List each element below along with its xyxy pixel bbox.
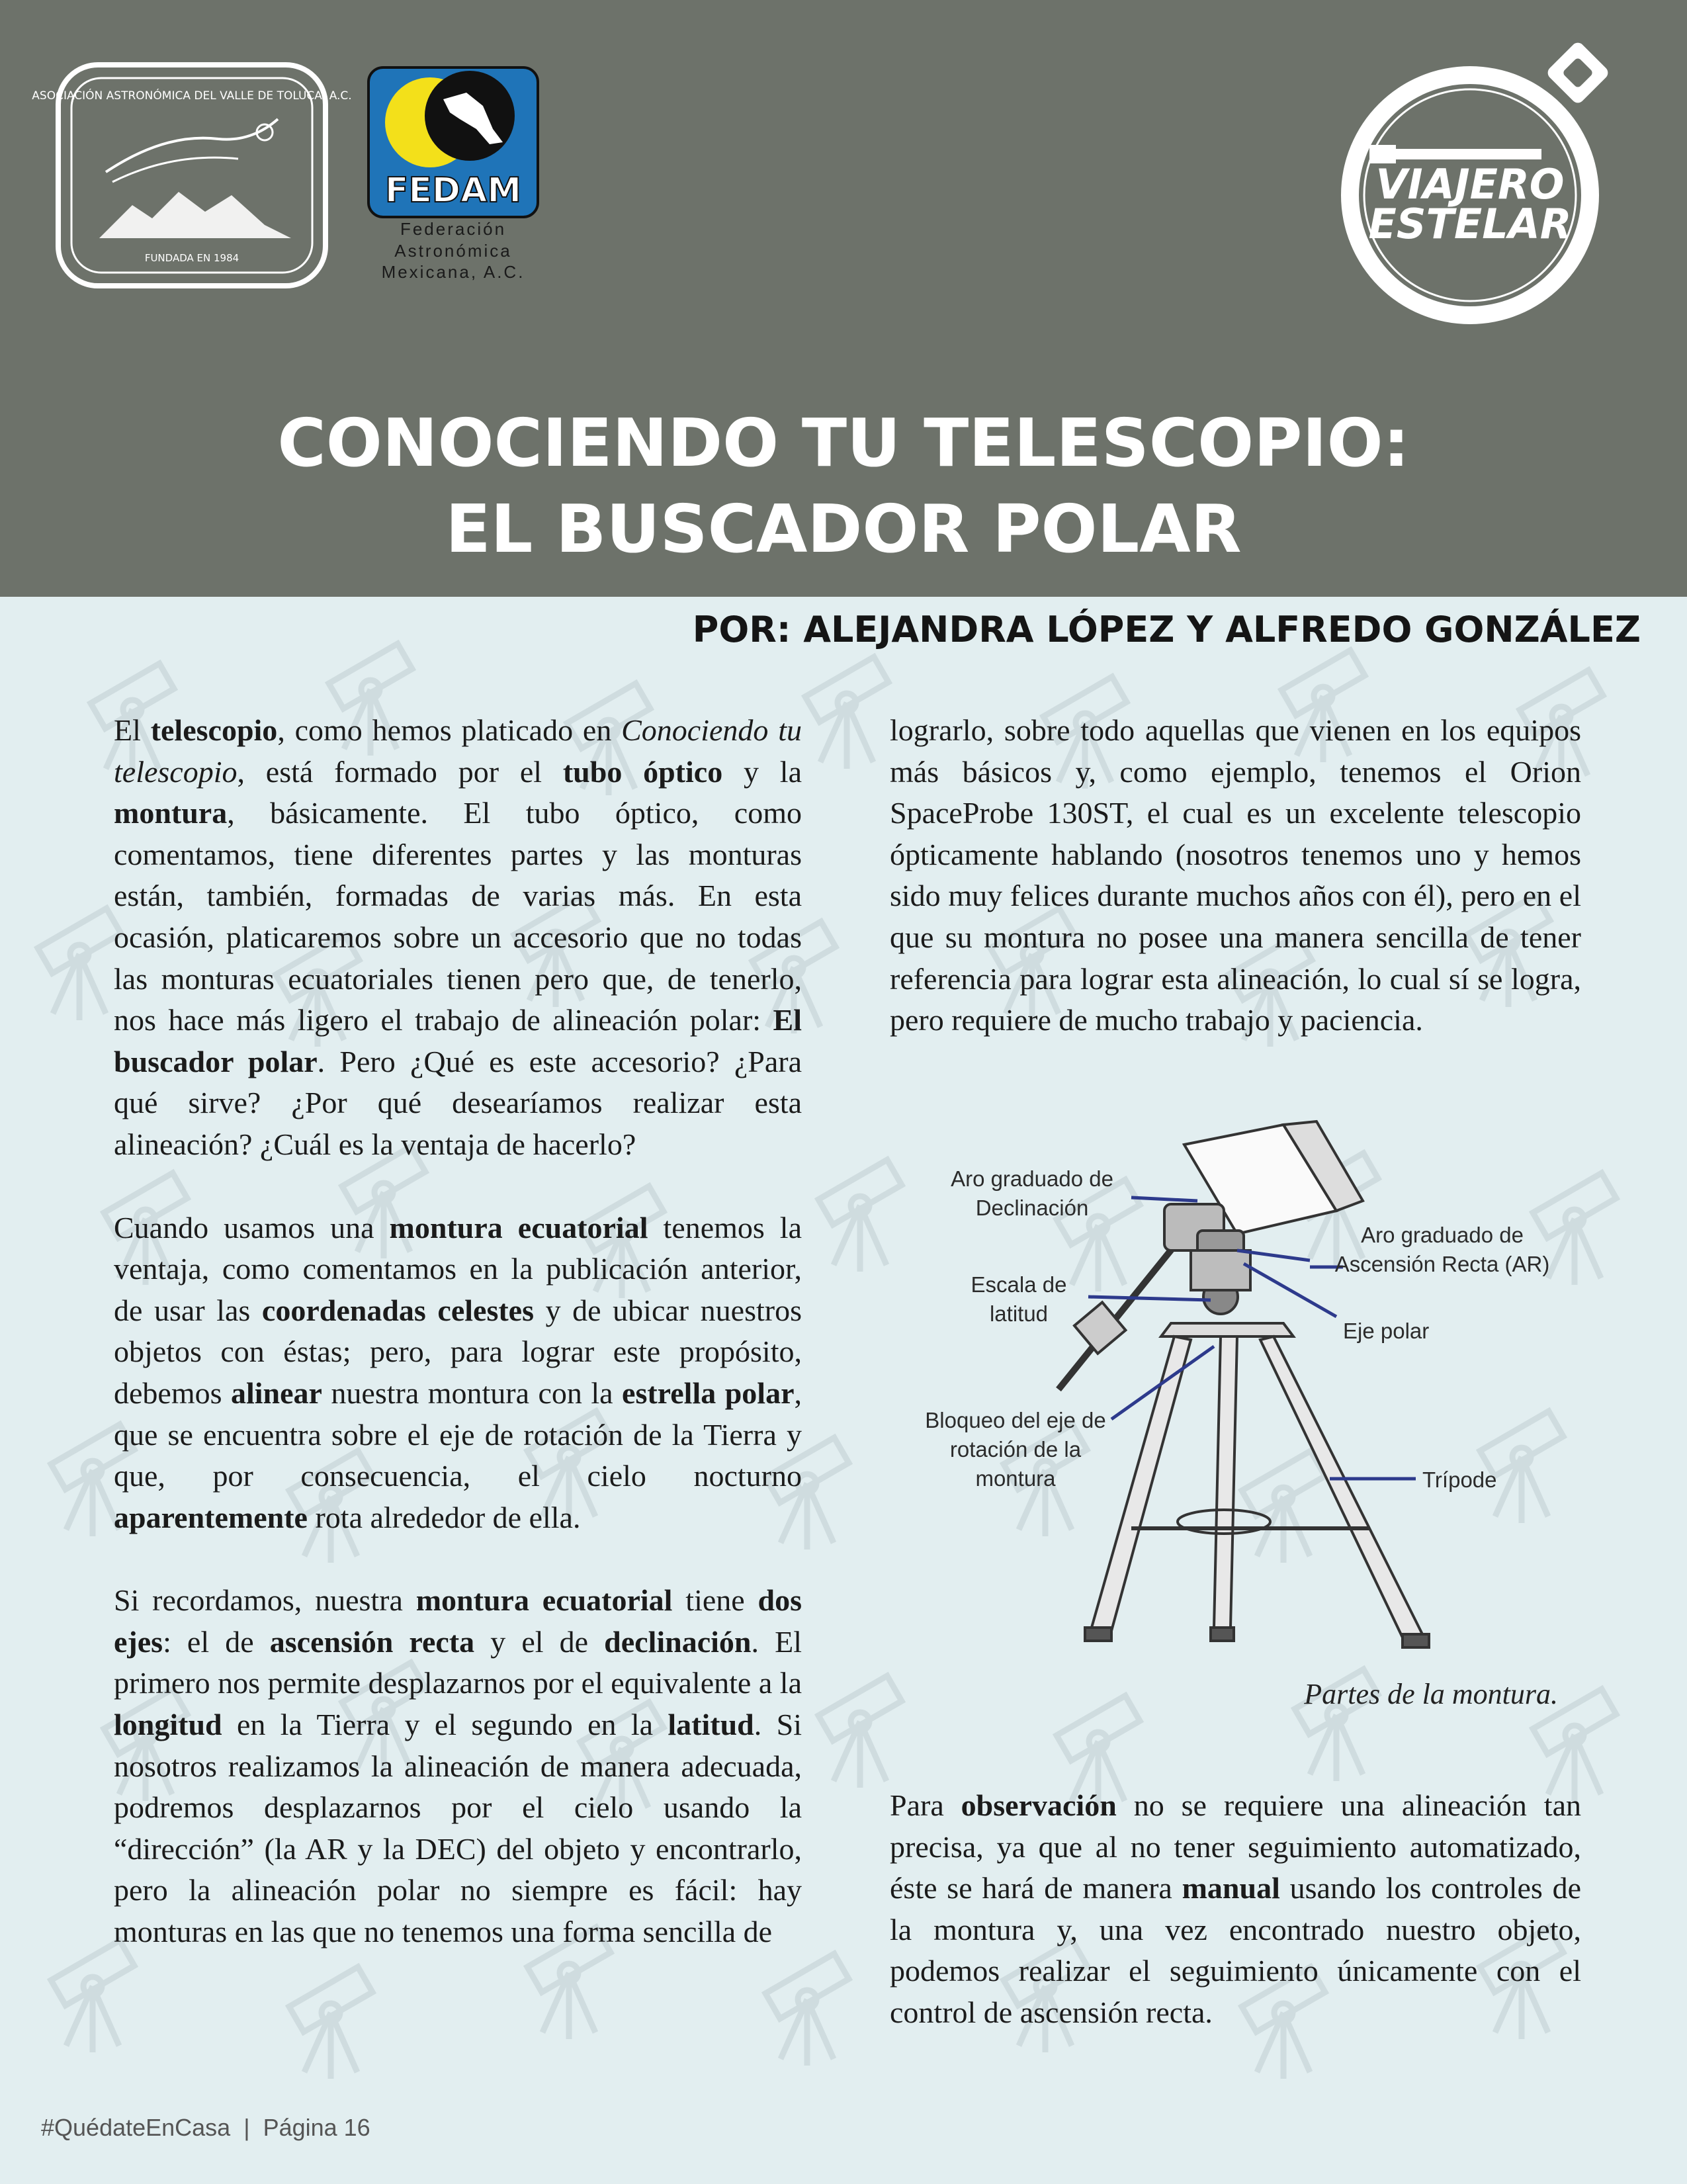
viajero-logo-line1: VIAJERO [1375, 160, 1565, 208]
bold-text: declinación [604, 1624, 752, 1659]
body-text: , está formado por el [237, 754, 563, 789]
body-text: El [114, 713, 151, 747]
title-line2: EL BUSCADOR POLAR [445, 490, 1242, 568]
header-banner [0, 0, 1687, 597]
label-polar-axis: Eje polar [1343, 1319, 1430, 1343]
body-text: Para [890, 1788, 961, 1822]
body-text: , que se encuentra sobre el eje de rotación de la Tierra y que, por consecuencia, el cielo nocturno [114, 1376, 802, 1493]
fedam-logo [367, 66, 539, 218]
body-text: : el de [163, 1624, 270, 1659]
body-text: y de ubicar nuestros objetos con éstas; pero, para lograr este propósito, debemos [114, 1293, 802, 1410]
article-paragraph [890, 710, 1581, 1041]
bold-text: montura [114, 796, 228, 830]
article-column-right [890, 710, 1581, 1083]
article-paragraph [114, 710, 802, 1166]
fedam-caption-line: Astronómica [394, 240, 512, 261]
label-latitude-scale: Escala de latitud [971, 1272, 1067, 1326]
body-text: . Pero ¿Qué es este accesorio? ¿Para qué sirve? ¿Por qué desearíamos realizar esta alineación? ¿Cuál es la ventaja de hacerlo? [114, 1044, 802, 1161]
bold-text: telescopio [150, 713, 278, 747]
bold-text: coordenadas celestes [261, 1293, 534, 1327]
article-column-left [114, 710, 802, 1995]
svg-text:ASOCIACIÓN ASTRONÓMICA DEL VAL: ASOCIACIÓN ASTRONÓMICA DEL VALLE DE TOLUCA, A.C. [32, 89, 352, 103]
body-text: y la [722, 754, 802, 789]
body-text: en la Tierra y el segundo en la [222, 1708, 668, 1742]
bold-text: tubo óptico [562, 754, 723, 789]
bold-text: ascensión recta [269, 1624, 475, 1659]
bold-text: montura ecuatorial [415, 1583, 673, 1618]
body-text: tiene [672, 1583, 758, 1618]
label-tripod: Trípode [1422, 1467, 1497, 1492]
label-axis-lock: Bloqueo del eje de rotación de la montura [925, 1408, 1106, 1491]
fedam-caption [351, 218, 556, 283]
article-paragraph [890, 1785, 1581, 2034]
body-text: nuestra montura con la [322, 1376, 623, 1410]
bold-text: aparentemente [114, 1500, 308, 1534]
body-text: . El primero nos permite desplazarnos por el equivalente a la [114, 1624, 802, 1700]
fedam-caption-line: Mexicana, A.C. [381, 262, 525, 282]
article-paragraph [114, 1580, 802, 1952]
body-text: , como hemos platicado en [277, 713, 622, 747]
title-line1: CONOCIENDO TU TELESCOPIO: [277, 404, 1410, 482]
fedam-logo-text: FEDAM [384, 171, 522, 210]
page-title [0, 400, 1687, 572]
byline: POR: ALEJANDRA LÓPEZ Y ALFREDO GONZÁLEZ [692, 609, 1641, 650]
bold-text: latitud [668, 1708, 754, 1742]
figure-caption: Partes de la montura. [1304, 1678, 1558, 1710]
article-column-right-bottom [890, 1785, 1581, 2075]
astronomical-association-logo [32, 60, 352, 291]
label-declination-ring: Aro graduado de Declinación [951, 1166, 1113, 1220]
bold-text: dos ejes [114, 1583, 802, 1659]
body-text: . Si nosotros realizamos la alineación de manera adecuada, podremos desplazarnos por el cielo usando la “dirección” (la AR y la DEC) del objeto y encontrarlo, pero la alineación polar no siempre es fácil: hay monturas en las que no tenemos una forma sencilla de [114, 1708, 802, 1949]
svg-text:FUNDADA EN 1984: FUNDADA EN 1984 [144, 252, 239, 264]
bold-text: estrella polar [622, 1376, 795, 1410]
body-text: rota alrededor de ella. [307, 1500, 581, 1534]
mount-parts-figure [913, 1118, 1581, 1681]
viajero-logo-line2: ESTELAR [1368, 200, 1572, 248]
body-text: Cuando usamos una [114, 1210, 390, 1245]
bold-text: El buscador polar [114, 1003, 802, 1078]
article-paragraph [114, 1207, 802, 1539]
bold-text: longitud [114, 1708, 222, 1742]
label-ra-ring: Aro graduado de Ascensión Recta (AR) [1334, 1223, 1550, 1276]
body-text: usando los controles de la montura y, una vez encontrado nuestro objeto, podemos realizar el seguimiento únicamente con el control de ascensión recta. [890, 1871, 1581, 2029]
body-text: lograrlo, sobre todo aquellas que vienen en los equipos más básicos y, como ejemplo, tenemos el Orion SpaceProbe 130ST, el cual es un excelente telescopio ópticamente hablando (nosotros tenemos uno y hemos sido muy felices durante muchos años con él), pero en el que su montura no posee una manera sencilla de tener referencia para lograr esta alineación, lo cual sí se logra, pero requiere de mucho trabajo y paciencia. [890, 713, 1581, 1037]
body-text: , básicamente. El tubo óptico, como comentamos, tiene diferentes partes y las monturas están, también, formadas de varias más. En esta ocasión, platicaremos sobre un accesorio que no todas las monturas ecuatoriales tienen pero que, de tenerlo, nos hace más ligero el trabajo de alineación polar: [114, 796, 802, 1037]
italic-text: Conociendo tu telescopio [114, 713, 802, 789]
bold-text: alinear [230, 1376, 322, 1410]
bold-text: observación [961, 1788, 1117, 1822]
body-text: Si recordamos, nuestra [114, 1583, 416, 1618]
bold-text: montura ecuatorial [389, 1210, 648, 1245]
page-footer: #QuédateEnCasa | Página 16 [41, 2114, 370, 2141]
body-text: no se requiere una alineación tan precisa, ya que al no tener seguimiento automatizado, éste se hará de manera [890, 1788, 1581, 1905]
fedam-caption-line: Federación [400, 219, 507, 239]
body-text: tenemos la ventaja, como comentamos en la publicación anterior, de usar las [114, 1210, 802, 1327]
bold-text: manual [1182, 1871, 1280, 1905]
viajero-estelar-logo [1323, 36, 1634, 334]
body-text: y el de [474, 1624, 605, 1659]
